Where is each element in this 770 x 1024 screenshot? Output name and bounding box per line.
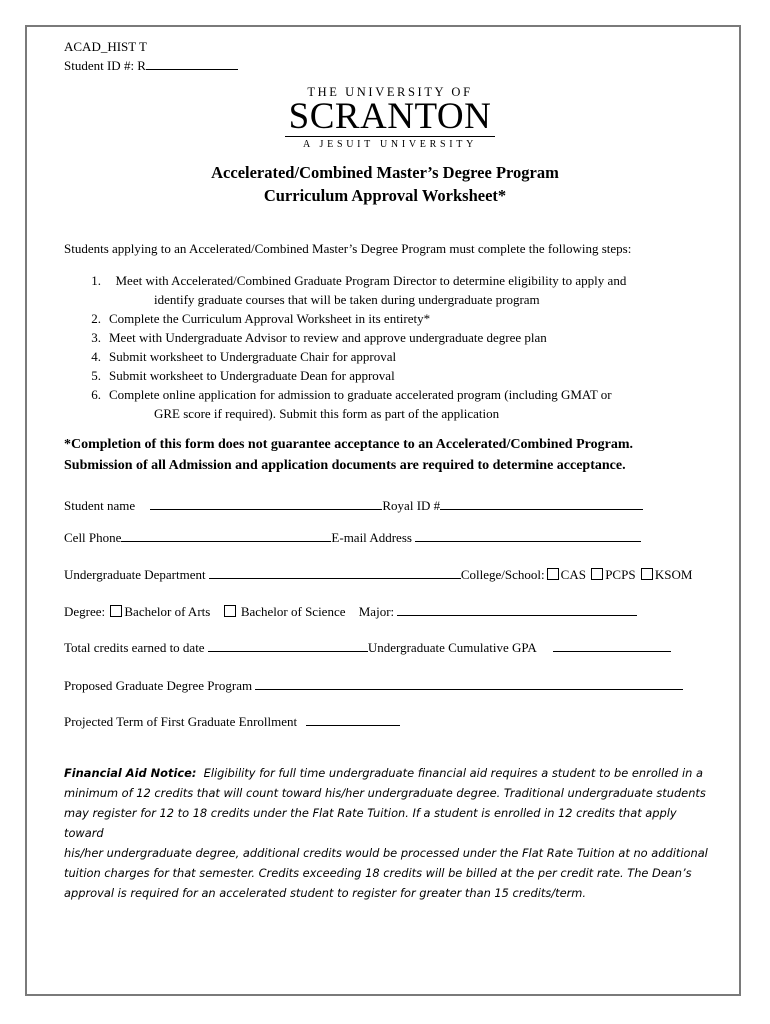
projected-term-row	[64, 713, 400, 730]
major-field[interactable]	[397, 603, 637, 616]
student-id-line[interactable]	[146, 57, 238, 70]
contact-row	[64, 529, 641, 546]
form-code: ACAD_HIST T	[64, 39, 147, 54]
step-item: 5. Submit worksheet to Undergraduate Dean for approval	[91, 368, 395, 383]
undergrad-dept-field[interactable]	[209, 566, 461, 579]
notice-line1: *Completion of this form does not guarantee acceptance to an Accelerated/Combined Program.	[64, 437, 633, 452]
credits-row	[64, 639, 671, 656]
proposed-program-field[interactable]	[255, 677, 683, 690]
pcps-label: PCPS	[605, 567, 636, 582]
royal-id-label: Royal ID #	[382, 498, 441, 513]
degree-label: Degree:	[64, 604, 106, 619]
step-item: 4. Submit worksheet to Undergraduate Chair for approval	[91, 349, 397, 364]
proposed-program-row	[64, 677, 683, 694]
student-id-field[interactable]	[64, 57, 238, 74]
notice-line2: Submission of all Admission and application documents are required to determine acceptance.	[64, 458, 626, 473]
bachelor-arts-checkbox[interactable]	[110, 605, 122, 617]
cell-phone-field[interactable]	[121, 529, 331, 542]
cas-label: CAS	[560, 567, 586, 582]
cell-phone-label: Cell Phone	[64, 530, 122, 545]
step-item: 1. Meet with Accelerated/Combined Graduate Program Director to determine eligibility to apply and identify graduate courses that will be taken during undergraduate program	[91, 273, 627, 307]
major-label: Major:	[358, 604, 395, 619]
proposed-program-label: Proposed Graduate Degree Program	[64, 678, 253, 693]
bachelor-science-checkbox[interactable]	[224, 605, 236, 617]
logo-line-mid: SCRANTON	[288, 96, 492, 137]
ksom-checkbox[interactable]	[641, 568, 653, 580]
student-name-field[interactable]	[150, 497, 382, 510]
email-label: E-mail Address	[331, 530, 412, 545]
projected-term-label: Projected Term of First Graduate Enrollment	[64, 714, 298, 729]
form-title-line2: Curriculum Approval Worksheet*	[263, 186, 507, 205]
logo-line-top: THE UNIVERSITY OF	[307, 85, 473, 99]
cas-checkbox[interactable]	[547, 568, 559, 580]
bachelor-science-label: Bachelor of Science	[240, 604, 346, 619]
financial-aid-notice: Financial Aid Notice: Eligibility for full time undergraduate financial aid requires a student to be enrolled in a minimum of 12 credits that will count toward his/her undergraduate degree. Traditional undergraduate students may register for 12 to 18 credits under the Flat Rate Tuition. If a student is enrolled in 12 credits that apply toward his/her undergraduate degree, additional credits would be processed under the Flat Rate Tuition at no additional tuition charges for that semester. Credits exceeding 18 credits will be billed at the per credit rate. The Dean’s approval is required for an accelerated student to register for greater than 15 credits/term.	[64, 766, 708, 900]
pcps-checkbox[interactable]	[591, 568, 603, 580]
degree-row	[64, 603, 637, 620]
form-page	[25, 25, 741, 996]
form-title-line1: Accelerated/Combined Master’s Degree Program	[211, 163, 559, 182]
step-item: 6. Complete online application for admission to graduate accelerated program (including GMAT or GRE score if required). Submit this form as part of the application	[91, 387, 612, 421]
student-id-label: Student ID #: R	[64, 58, 146, 73]
financial-aid-heading: Financial Aid Notice:	[64, 766, 197, 780]
email-field[interactable]	[415, 529, 641, 542]
student-name-row	[64, 497, 643, 514]
acceptance-notice	[64, 434, 714, 476]
total-credits-field[interactable]	[208, 639, 368, 652]
department-row	[64, 566, 692, 583]
intro-text: Students applying to an Accelerated/Combined Master’s Degree Program must complete the following steps:	[64, 241, 632, 256]
step-item: 3. Meet with Undergraduate Advisor to review and approve undergraduate degree plan	[91, 330, 547, 345]
college-school-label: College/School:	[460, 567, 545, 582]
university-logo	[285, 85, 495, 150]
bachelor-arts-label: Bachelor of Arts	[124, 604, 211, 619]
gpa-field[interactable]	[553, 639, 671, 652]
steps-list	[87, 271, 707, 423]
gpa-label: Undergraduate Cumulative GPA	[367, 640, 537, 655]
student-name-label: Student name	[64, 498, 136, 513]
logo-line-bottom: A JESUIT UNIVERSITY	[302, 139, 477, 150]
ksom-label: KSOM	[654, 567, 693, 582]
step-item: 2. Complete the Curriculum Approval Worksheet in its entirety*	[91, 311, 431, 326]
total-credits-label: Total credits earned to date	[64, 640, 205, 655]
projected-term-field[interactable]	[306, 713, 400, 726]
undergrad-dept-label: Undergraduate Department	[64, 567, 206, 582]
royal-id-field[interactable]	[440, 497, 643, 510]
